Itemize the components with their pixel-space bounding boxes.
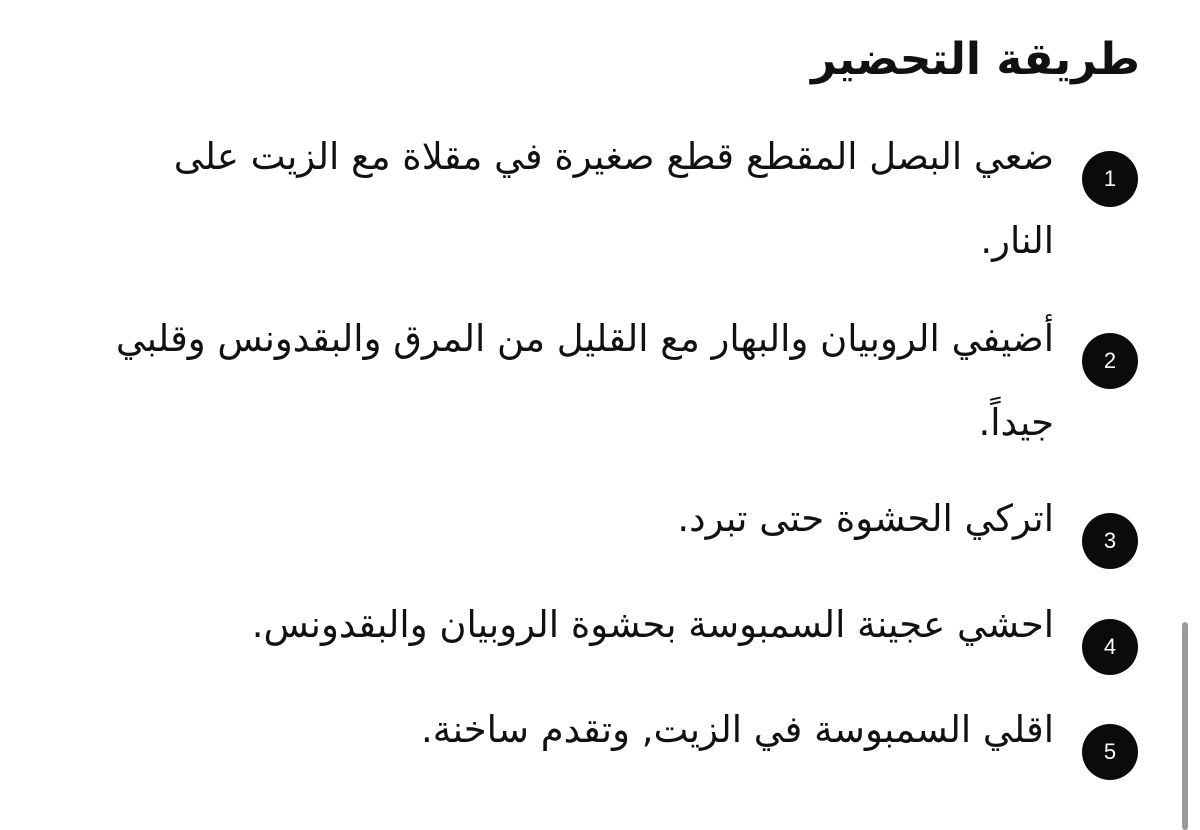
step-number-badge: 4 — [1082, 619, 1138, 675]
step-number-badge: 2 — [1082, 333, 1138, 389]
step-number-badge: 1 — [1082, 151, 1138, 207]
step-text: اقلي السمبوسة في الزيت, وتقدم ساخنة. — [421, 708, 1054, 751]
step-text: احشي عجينة السمبوسة بحشوة الروبيان والبقدونس. — [251, 603, 1054, 646]
step-text: أضيفي الروبيان والبهار مع القليل من المرق والبقدونس وقلبي جيداً. — [115, 317, 1054, 444]
step-number-badge: 5 — [1082, 724, 1138, 780]
step-text: ضعي البصل المقطع قطع صغيرة في مقلاة مع الزيت على النار. — [173, 135, 1054, 262]
step-number-badge: 3 — [1082, 513, 1138, 569]
step-text: اتركي الحشوة حتى تبرد. — [677, 497, 1054, 540]
vertical-scrollbar[interactable] — [1182, 622, 1188, 830]
section-title: طريقة التحضير — [811, 34, 1140, 85]
